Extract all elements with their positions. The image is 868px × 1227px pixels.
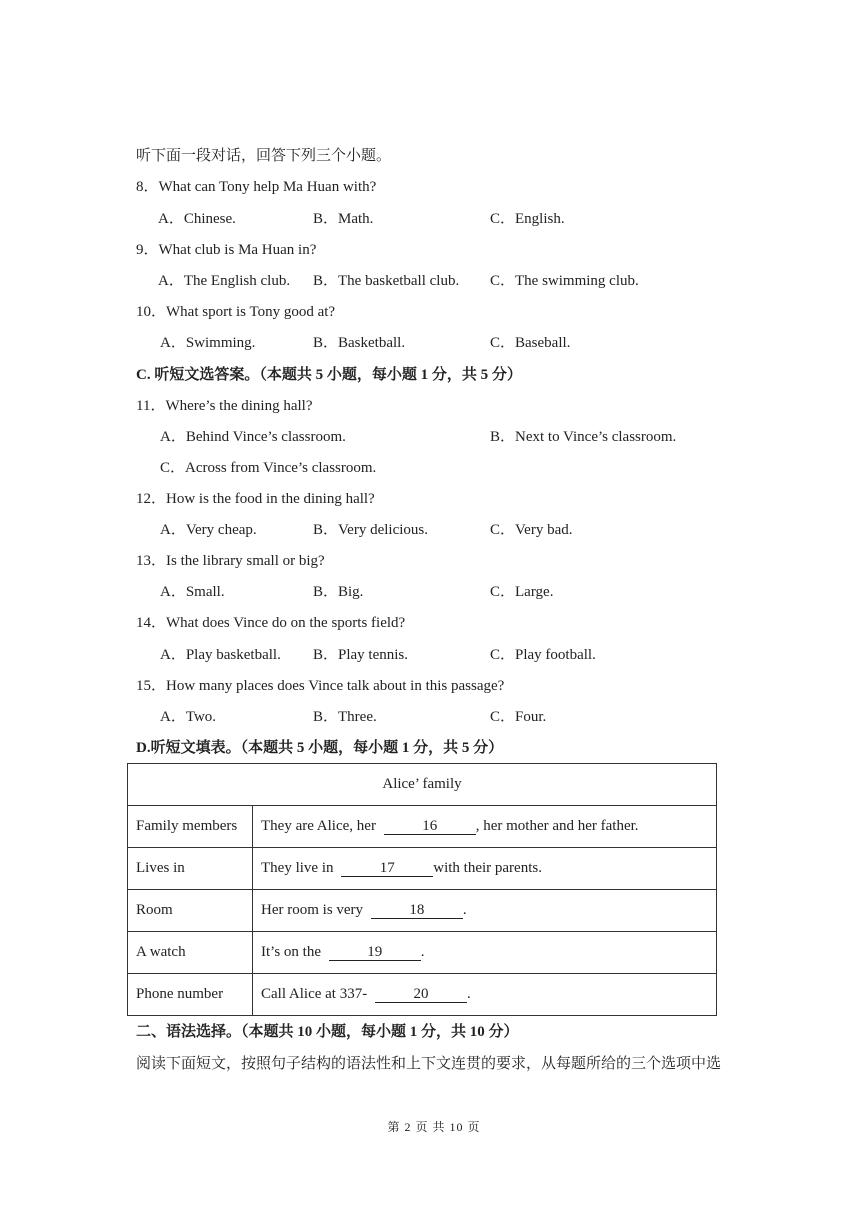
table-row [128, 806, 717, 848]
answer-blank-19: 19 [329, 944, 421, 961]
q13-option-a: A．Small. [160, 584, 225, 600]
q14-option-a: A．Play basketball. [160, 647, 281, 663]
q10-option-c: C．Baseball. [490, 335, 571, 351]
q8-option-b: B．Math. [313, 211, 374, 227]
q13-option-c: C．Large. [490, 584, 554, 600]
row-text-before: Call Alice at 337- [261, 986, 368, 1002]
row-text-before: They live in [261, 860, 334, 876]
table-row [128, 974, 717, 1016]
question-12: 12．How is the food in the dining hall? [136, 491, 375, 507]
section-2-heading: 二、语法选择。（本题共 10 小题，每小题 1 分，共 10 分） [136, 1024, 519, 1040]
answer-blank-20: 20 [375, 986, 467, 1003]
q11-option-c: C．Across from Vince’s classroom. [160, 460, 377, 476]
question-15: 15．How many places does Vince talk about in this passage? [136, 678, 505, 694]
section-2-instruction: 阅读下面短文，按照句子结构的语法性和上下文连贯的要求，从每题所给的三个选项中选 [136, 1056, 722, 1072]
q12-option-a: A．Very cheap. [160, 522, 257, 538]
row-text-after: . [466, 986, 471, 1002]
q15-option-c: C．Four. [490, 709, 547, 725]
answer-blank-17: 17 [341, 860, 433, 877]
q9-option-a: A．The English club. [158, 273, 291, 289]
row-content [253, 974, 717, 1016]
table-title: Alice’ family [128, 764, 717, 806]
q14-option-c: C．Play football. [490, 647, 596, 663]
row-label: A watch [128, 932, 253, 974]
row-text-before: They are Alice, her [261, 818, 376, 834]
row-text-after: with their parents. [433, 860, 542, 876]
question-10: 10．What sport is Tony good at? [136, 304, 336, 320]
q8-option-c: C．English. [490, 211, 565, 227]
table-row [128, 890, 717, 932]
section-d-heading: D.听短文填表。（本题共 5 小题，每小题 1 分，共 5 分） [136, 740, 504, 756]
question-14: 14．What does Vince do on the sports field? [136, 615, 406, 631]
q10-option-a: A．Swimming. [160, 335, 256, 351]
row-text-before: It’s on the [261, 944, 321, 960]
table-row [128, 848, 717, 890]
q15-option-a: A．Two. [160, 709, 217, 725]
answer-blank-16: 16 [384, 818, 476, 835]
row-content [253, 932, 717, 974]
q14-option-b: B．Play tennis. [313, 647, 409, 663]
q15-option-b: B．Three. [313, 709, 377, 725]
question-8: 8．What can Tony help Ma Huan with? [136, 179, 377, 195]
row-label: Phone number [128, 974, 253, 1016]
q11-option-b: B．Next to Vince’s classroom. [490, 429, 677, 445]
alice-family-table [127, 763, 717, 1016]
row-content [253, 806, 717, 848]
q9-option-c: C．The swimming club. [490, 273, 639, 289]
answer-blank-18: 18 [371, 902, 463, 919]
q10-option-b: B．Basketball. [313, 335, 406, 351]
q11-option-a: A．Behind Vince’s classroom. [160, 429, 346, 445]
row-text-after: . [462, 902, 467, 918]
section-c-heading: C. 听短文选答案。（本题共 5 小题，每小题 1 分，共 5 分） [136, 367, 522, 383]
q13-option-b: B．Big. [313, 584, 364, 600]
q12-option-b: B．Very delicious. [313, 522, 428, 538]
row-text-before: Her room is very [261, 902, 364, 918]
question-11: 11．Where’s the dining hall? [136, 398, 313, 414]
question-9: 9．What club is Ma Huan in? [136, 242, 317, 258]
row-content [253, 890, 717, 932]
row-content [253, 848, 717, 890]
row-label: Family members [128, 806, 253, 848]
row-text-after: . [420, 944, 425, 960]
listening-intro: 听下面一段对话，回答下列三个小题。 [136, 148, 392, 164]
row-label: Room [128, 890, 253, 932]
row-text-after: , her mother and her father. [475, 818, 639, 834]
table-row [128, 932, 717, 974]
q9-option-b: B．The basketball club. [313, 273, 460, 289]
question-13: 13．Is the library small or big? [136, 553, 325, 569]
q12-option-c: C．Very bad. [490, 522, 573, 538]
page-footer: 第 2 页 共 10 页 [387, 1120, 481, 1134]
row-label: Lives in [128, 848, 253, 890]
table-title-row [128, 764, 717, 806]
q8-option-a: A．Chinese. [158, 211, 236, 227]
